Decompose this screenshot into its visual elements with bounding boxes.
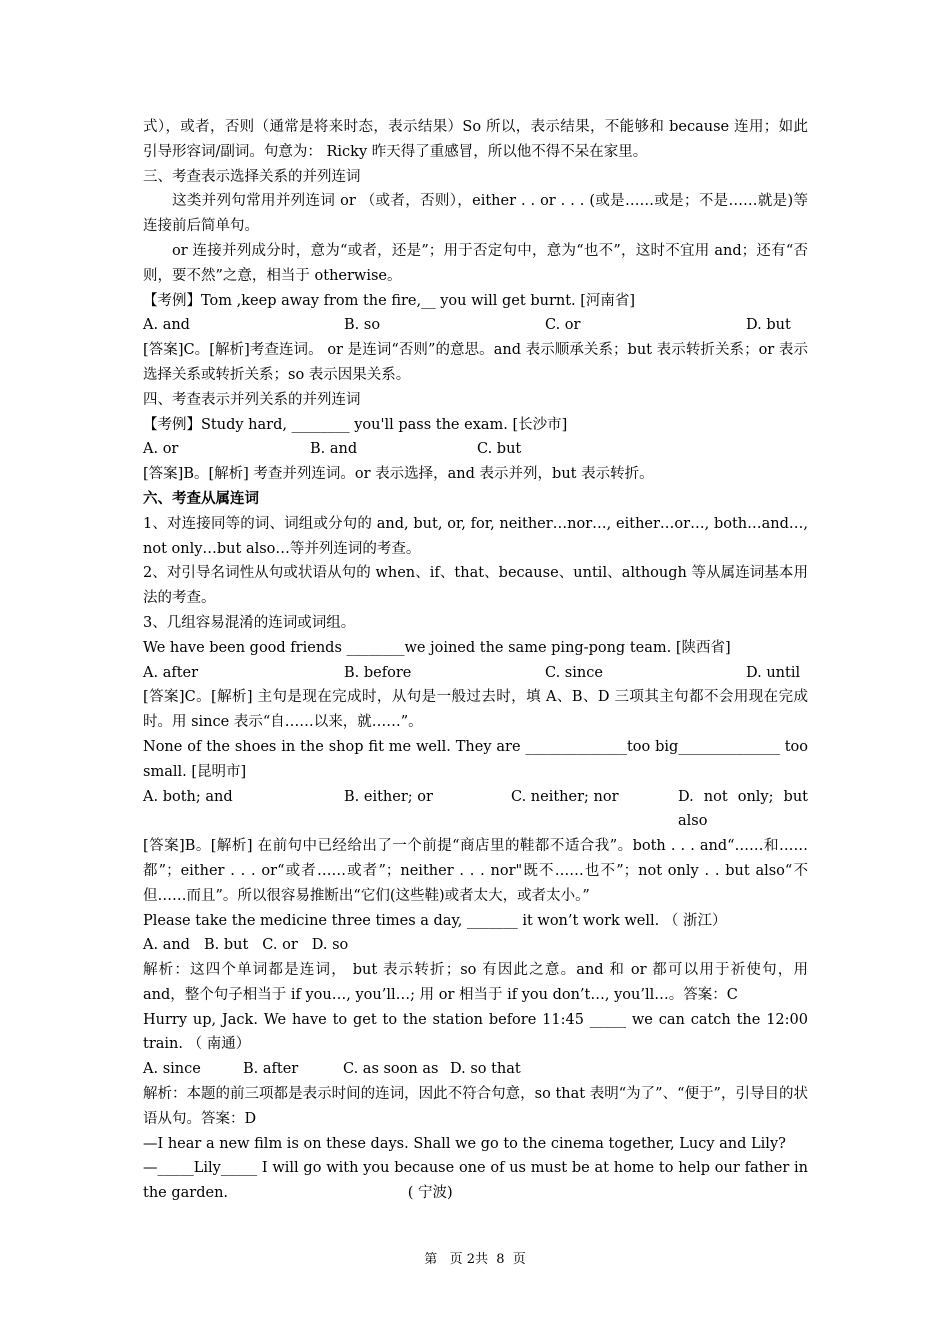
option: C. but	[477, 441, 522, 458]
options-row	[143, 437, 808, 462]
option: D. not only; but also	[678, 788, 808, 830]
question: Hurry up, Jack. We have to get to the station before 11:45 _____ we can catch the 12:00 train. （ 南通）	[143, 1011, 808, 1053]
question: Please take the medicine three times a day, _______ it won’t work well. （ 浙江）	[143, 912, 727, 929]
numbered-item: 1、对连接同等的词、词组或分句的 and, but, or, for, neither…nor…, either…or…, both…and…, not only…but also…等并列连词的考查。	[143, 515, 808, 557]
option: B. and	[310, 441, 358, 458]
numbered-item: 2、对引导名词性从句或状语从句的 when、if、that、because、until、although 等从属连词基本用法的考查。	[143, 565, 808, 607]
page-footer: 第 页 2共 8 页	[424, 1252, 526, 1267]
option: D. but	[746, 317, 791, 334]
section-heading-6: 六、考查从属连词	[143, 489, 259, 507]
option: C. since	[545, 664, 603, 681]
answer-explanation: [答案]B。[解析] 考查并列连词。or 表示选择，and 表示并列，but 表示转折。	[143, 466, 654, 483]
option: B. before	[344, 664, 412, 681]
example-question: 【考例】Study hard, ________ you'll pass the exam. [长沙市]	[143, 416, 568, 433]
option: D. so	[311, 937, 349, 954]
option: A. and	[143, 317, 190, 334]
option: A. after	[143, 664, 199, 681]
option: C. as soon as	[343, 1061, 439, 1078]
answer-explanation: [答案]C。[解析] 主句是现在完成时，从句是一般过去时，填 A、B、D 三项其主句都不会用现在完成时。用 since 表示“自……以来，就……”。	[143, 689, 808, 731]
answer-explanation: [答案]B。[解析] 在前句中已经给出了一个前提“商店里的鞋都不适合我”。both . . . and“……和……都”；either . . . or“或者……或者”；neither . . . nor"既不……也不”；not only . . but also“不但……而且”。所以很容易推断出“它们(这些鞋)或者太大，或者太小。”	[143, 838, 808, 904]
option: C. or	[262, 937, 298, 954]
option: B. either; or	[344, 788, 433, 805]
option: C. neither; nor	[511, 788, 619, 805]
options-row	[143, 313, 808, 338]
options-row	[143, 1057, 808, 1082]
option: A. or	[143, 441, 179, 458]
option: B. so	[344, 317, 381, 334]
section-heading-3: 三、考查表示选择关系的并列连词	[143, 168, 361, 185]
option: A. and	[143, 937, 190, 954]
option: C. or	[545, 317, 581, 334]
options-row	[143, 933, 808, 958]
paragraph: 这类并列句常用并列连词 or （或者，否则），either . . or . . . (或是……或是；不是……就是)等连接前后简单句。	[143, 193, 808, 235]
paragraph-continuation: 式），或者，否则（通常是将来时态，表示结果）So 所以，表示结果，不能够和 because 连用；如此引导形容词/副词。句意为： Ricky 昨天得了重感冒，所以他不得不呆在家里。	[143, 119, 808, 160]
option: B. but	[203, 937, 249, 954]
option: D. until	[746, 664, 801, 681]
document-body	[143, 115, 813, 1206]
dialogue-line: —I hear a new film is on these days. Shall we go to the cinema together, Lucy and Lily?	[143, 1135, 786, 1152]
dialogue-line: —_____Lily_____ I will go with you because one of us must be at home to help our father in the garden. ( 宁波)	[143, 1160, 813, 1202]
options-row	[143, 661, 808, 686]
example-question: 【考例】Tom ,keep away from the fire,__ you will get burnt. [河南省]	[143, 292, 636, 309]
option: B. after	[243, 1061, 299, 1078]
section-heading-4: 四、考查表示并列关系的并列连词	[143, 391, 361, 408]
answer-explanation: [答案]C。[解析]考查连词。 or 是连词“否则”的意思。and 表示顺承关系；but 表示转折关系；or 表示选择关系或转折关系；so 表示因果关系。	[143, 342, 808, 383]
paragraph: or 连接并列成分时，意为“或者，还是”；用于否定句中，意为“也不”，这时不宜用 and；还有“否则，要不然”之意，相当于 otherwise。	[143, 242, 808, 284]
question: None of the shoes in the shop fit me well. They are ______________too big______________ too small. [昆明市]	[143, 738, 808, 780]
answer-explanation: 解析：本题的前三项都是表示时间的连词，因此不符合句意，so that 表明“为了”、“便于”，引导目的状语从句。答案：D	[143, 1086, 808, 1127]
option: D. so that	[450, 1061, 521, 1078]
question: We have been good friends ________we joined the same ping-pong team. [陕西省]	[143, 639, 731, 656]
options-row	[143, 785, 808, 835]
option: A. both; and	[143, 788, 233, 805]
numbered-item: 3、几组容易混淆的连词或词组。	[143, 614, 356, 631]
option: A. since	[143, 1061, 201, 1078]
answer-explanation: 解析：这四个单词都是连词， but 表示转折；so 有因此之意。and 和 or 都可以用于祈使句，用 and，整个句子相当于 if you…, you’ll…; 用 or 相当于 if you don’t…, you’ll…。答案：C	[143, 962, 808, 1003]
